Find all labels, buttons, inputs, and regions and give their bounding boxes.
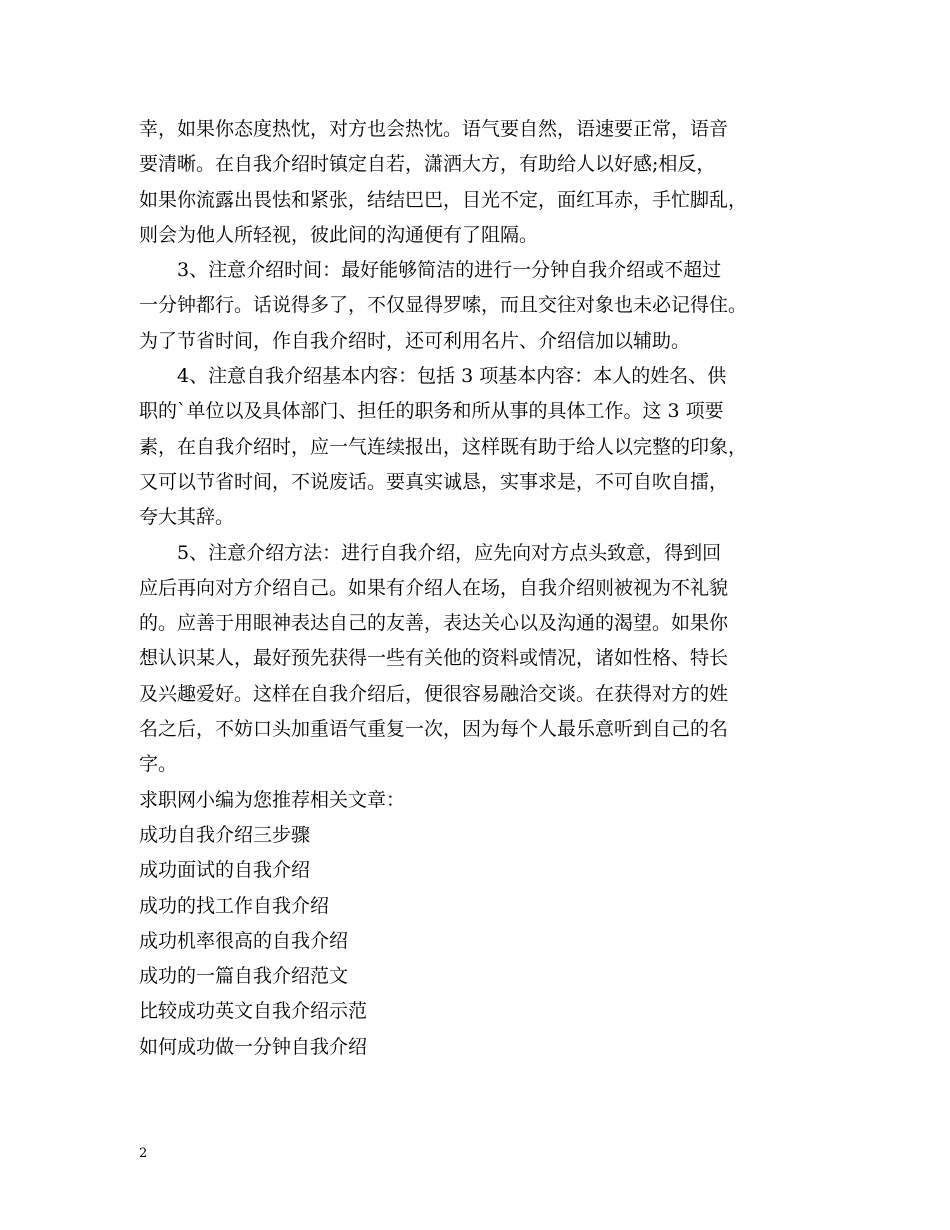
text-line: 及兴趣爱好。这样在自我介绍后，便很容易融洽交谈。在获得对方的姓 (139, 682, 729, 705)
document-body (139, 112, 829, 1065)
text-line: 如果你流露出畏怯和紧张，结结巴巴，目光不定，面红耳赤，手忙脚乱， (139, 188, 748, 211)
text-line: 5、注意介绍方法：进行自我介绍，应先向对方点头致意，得到回 (177, 541, 722, 564)
related-article-link[interactable]: 成功机率很高的自我介绍 (139, 929, 349, 952)
text-line: 素，在自我介绍时，应一气连续报出，这样既有助于给人以完整的印象， (139, 435, 748, 458)
related-article-link[interactable]: 比较成功英文自我介绍示范 (139, 1000, 368, 1023)
related-article-link[interactable]: 如何成功做一分钟自我介绍 (139, 1035, 368, 1058)
paragraph (139, 112, 829, 253)
text-line: 名之后，不妨口头加重语气重复一次，因为每个人最乐意听到自己的名 (139, 718, 729, 741)
text-line: 职的`单位以及具体部门、担任的职务和所从事的具体工作。这 3 项要 (139, 400, 724, 423)
page-number: 2 (139, 1146, 148, 1161)
text-line: 又可以节省时间，不说废话。要真实诚恳，实事求是，不可自吹自擂， (139, 470, 729, 493)
related-article-link[interactable]: 成功面试的自我介绍 (139, 859, 311, 882)
paragraph (139, 359, 829, 535)
related-articles-heading: 求职网小编为您推荐相关文章： (139, 788, 406, 811)
related-article-link[interactable]: 成功自我介绍三步骤 (139, 823, 311, 846)
paragraph (139, 253, 829, 359)
text-line: 4、注意自我介绍基本内容：包括 3 项基本内容：本人的姓名、供 (177, 365, 727, 388)
text-line: 一分钟都行。话说得多了，不仅显得罗嗦，而且交往对象也未必记得住。 (139, 294, 748, 317)
related-articles (139, 783, 829, 1065)
text-line: 应后再向对方介绍自己。如果有介绍人在场，自我介绍则被视为不礼貌 (139, 576, 729, 599)
text-line: 要清晰。在自我介绍时镇定自若，潇洒大方，有助给人以好感;相反， (139, 153, 716, 176)
text-line: 3、注意介绍时间：最好能够简洁的进行一分钟自我介绍或不超过 (177, 259, 722, 282)
related-article-link[interactable]: 成功的找工作自我介绍 (139, 894, 330, 917)
text-line: 则会为他人所轻视，彼此间的沟通便有了阻隔。 (139, 223, 539, 246)
text-line: 为了节省时间，作自我介绍时，还可利用名片、介绍信加以辅助。 (139, 329, 691, 352)
text-line: 幸，如果你态度热忱，对方也会热忱。语气要自然，语速要正常，语音 (139, 118, 729, 140)
related-article-link[interactable]: 成功的一篇自我介绍范文 (139, 965, 349, 988)
text-line: 想认识某人，最好预先获得一些有关他的资料或情况，诸如性格、特长 (139, 647, 729, 670)
paragraph (139, 536, 829, 783)
text-line: 字。 (139, 753, 178, 776)
text-line: 的。应善于用眼神表达自己的友善，表达关心以及沟通的渴望。如果你 (139, 612, 729, 635)
text-line: 夸大其辞。 (139, 506, 235, 529)
